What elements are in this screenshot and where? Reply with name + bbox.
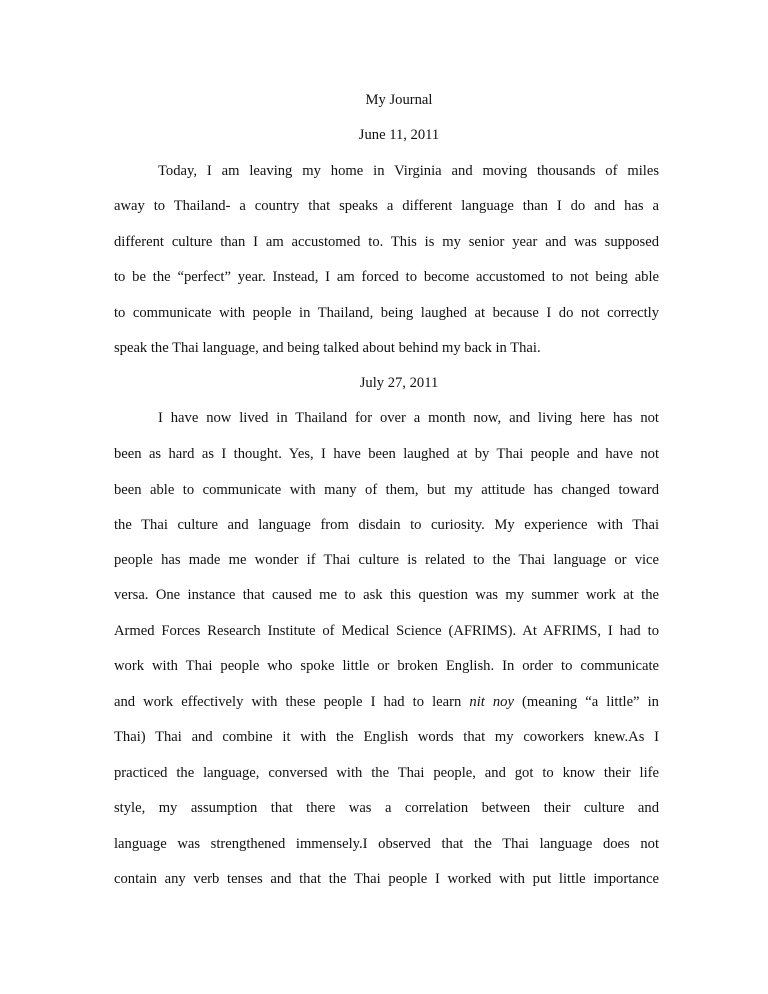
entry-line: to be the “perfect” year. Instead, I am forced to become accustomed to not being able <box>114 269 659 285</box>
entry-line: style, my assumption that there was a correlation between their culture and <box>114 800 659 816</box>
entry-line: people has made me wonder if Thai culture is related to the Thai language or vice <box>114 552 659 568</box>
line-text-after: (meaning “a little” in <box>513 694 659 710</box>
entry-line: work with Thai people who spoke little or broken English. In order to communicate <box>114 658 659 674</box>
italic-term: nit noy <box>469 694 514 710</box>
entry-date: July 27, 2011 <box>359 375 439 391</box>
entry-line: speak the Thai language, and being talked about behind my back in Thai. <box>114 340 541 356</box>
entry-date: June 11, 2011 <box>358 127 440 143</box>
entry-line: I have now lived in Thailand for over a month now, and living here has not <box>158 410 659 426</box>
entry-line-with-italic <box>114 692 659 712</box>
entry-line: Thai) Thai and combine it with the English words that my coworkers knew.As I <box>114 729 659 745</box>
entry-line: to communicate with people in Thailand, being laughed at because I do not correctly <box>114 305 659 321</box>
entry-line: versa. One instance that caused me to ask this question was my summer work at the <box>114 587 659 603</box>
entry-line: Today, I am leaving my home in Virginia and moving thousands of miles <box>158 163 659 179</box>
entry-line: been as hard as I thought. Yes, I have been laughed at by Thai people and have not <box>114 446 659 462</box>
entry-line: language was strengthened immensely.I observed that the Thai language does not <box>114 836 659 852</box>
entry-line: different culture than I am accustomed to. This is my senior year and was supposed <box>114 234 659 250</box>
entry-line: been able to communicate with many of them, but my attitude has changed toward <box>114 482 659 498</box>
page-title: My Journal <box>365 92 433 108</box>
entry-line: contain any verb tenses and that the Thai people I worked with put little importance <box>114 871 659 887</box>
entry-line: the Thai culture and language from disdain to curiosity. My experience with Thai <box>114 517 659 533</box>
entry-line: Armed Forces Research Institute of Medical Science (AFRIMS). At AFRIMS, I had to <box>114 623 659 639</box>
line-text-before: and work effectively with these people I had to learn <box>114 694 470 710</box>
entry-line: away to Thailand- a country that speaks a different language than I do and has a <box>114 198 659 214</box>
entry-line: practiced the language, conversed with the Thai people, and got to know their life <box>114 765 659 781</box>
